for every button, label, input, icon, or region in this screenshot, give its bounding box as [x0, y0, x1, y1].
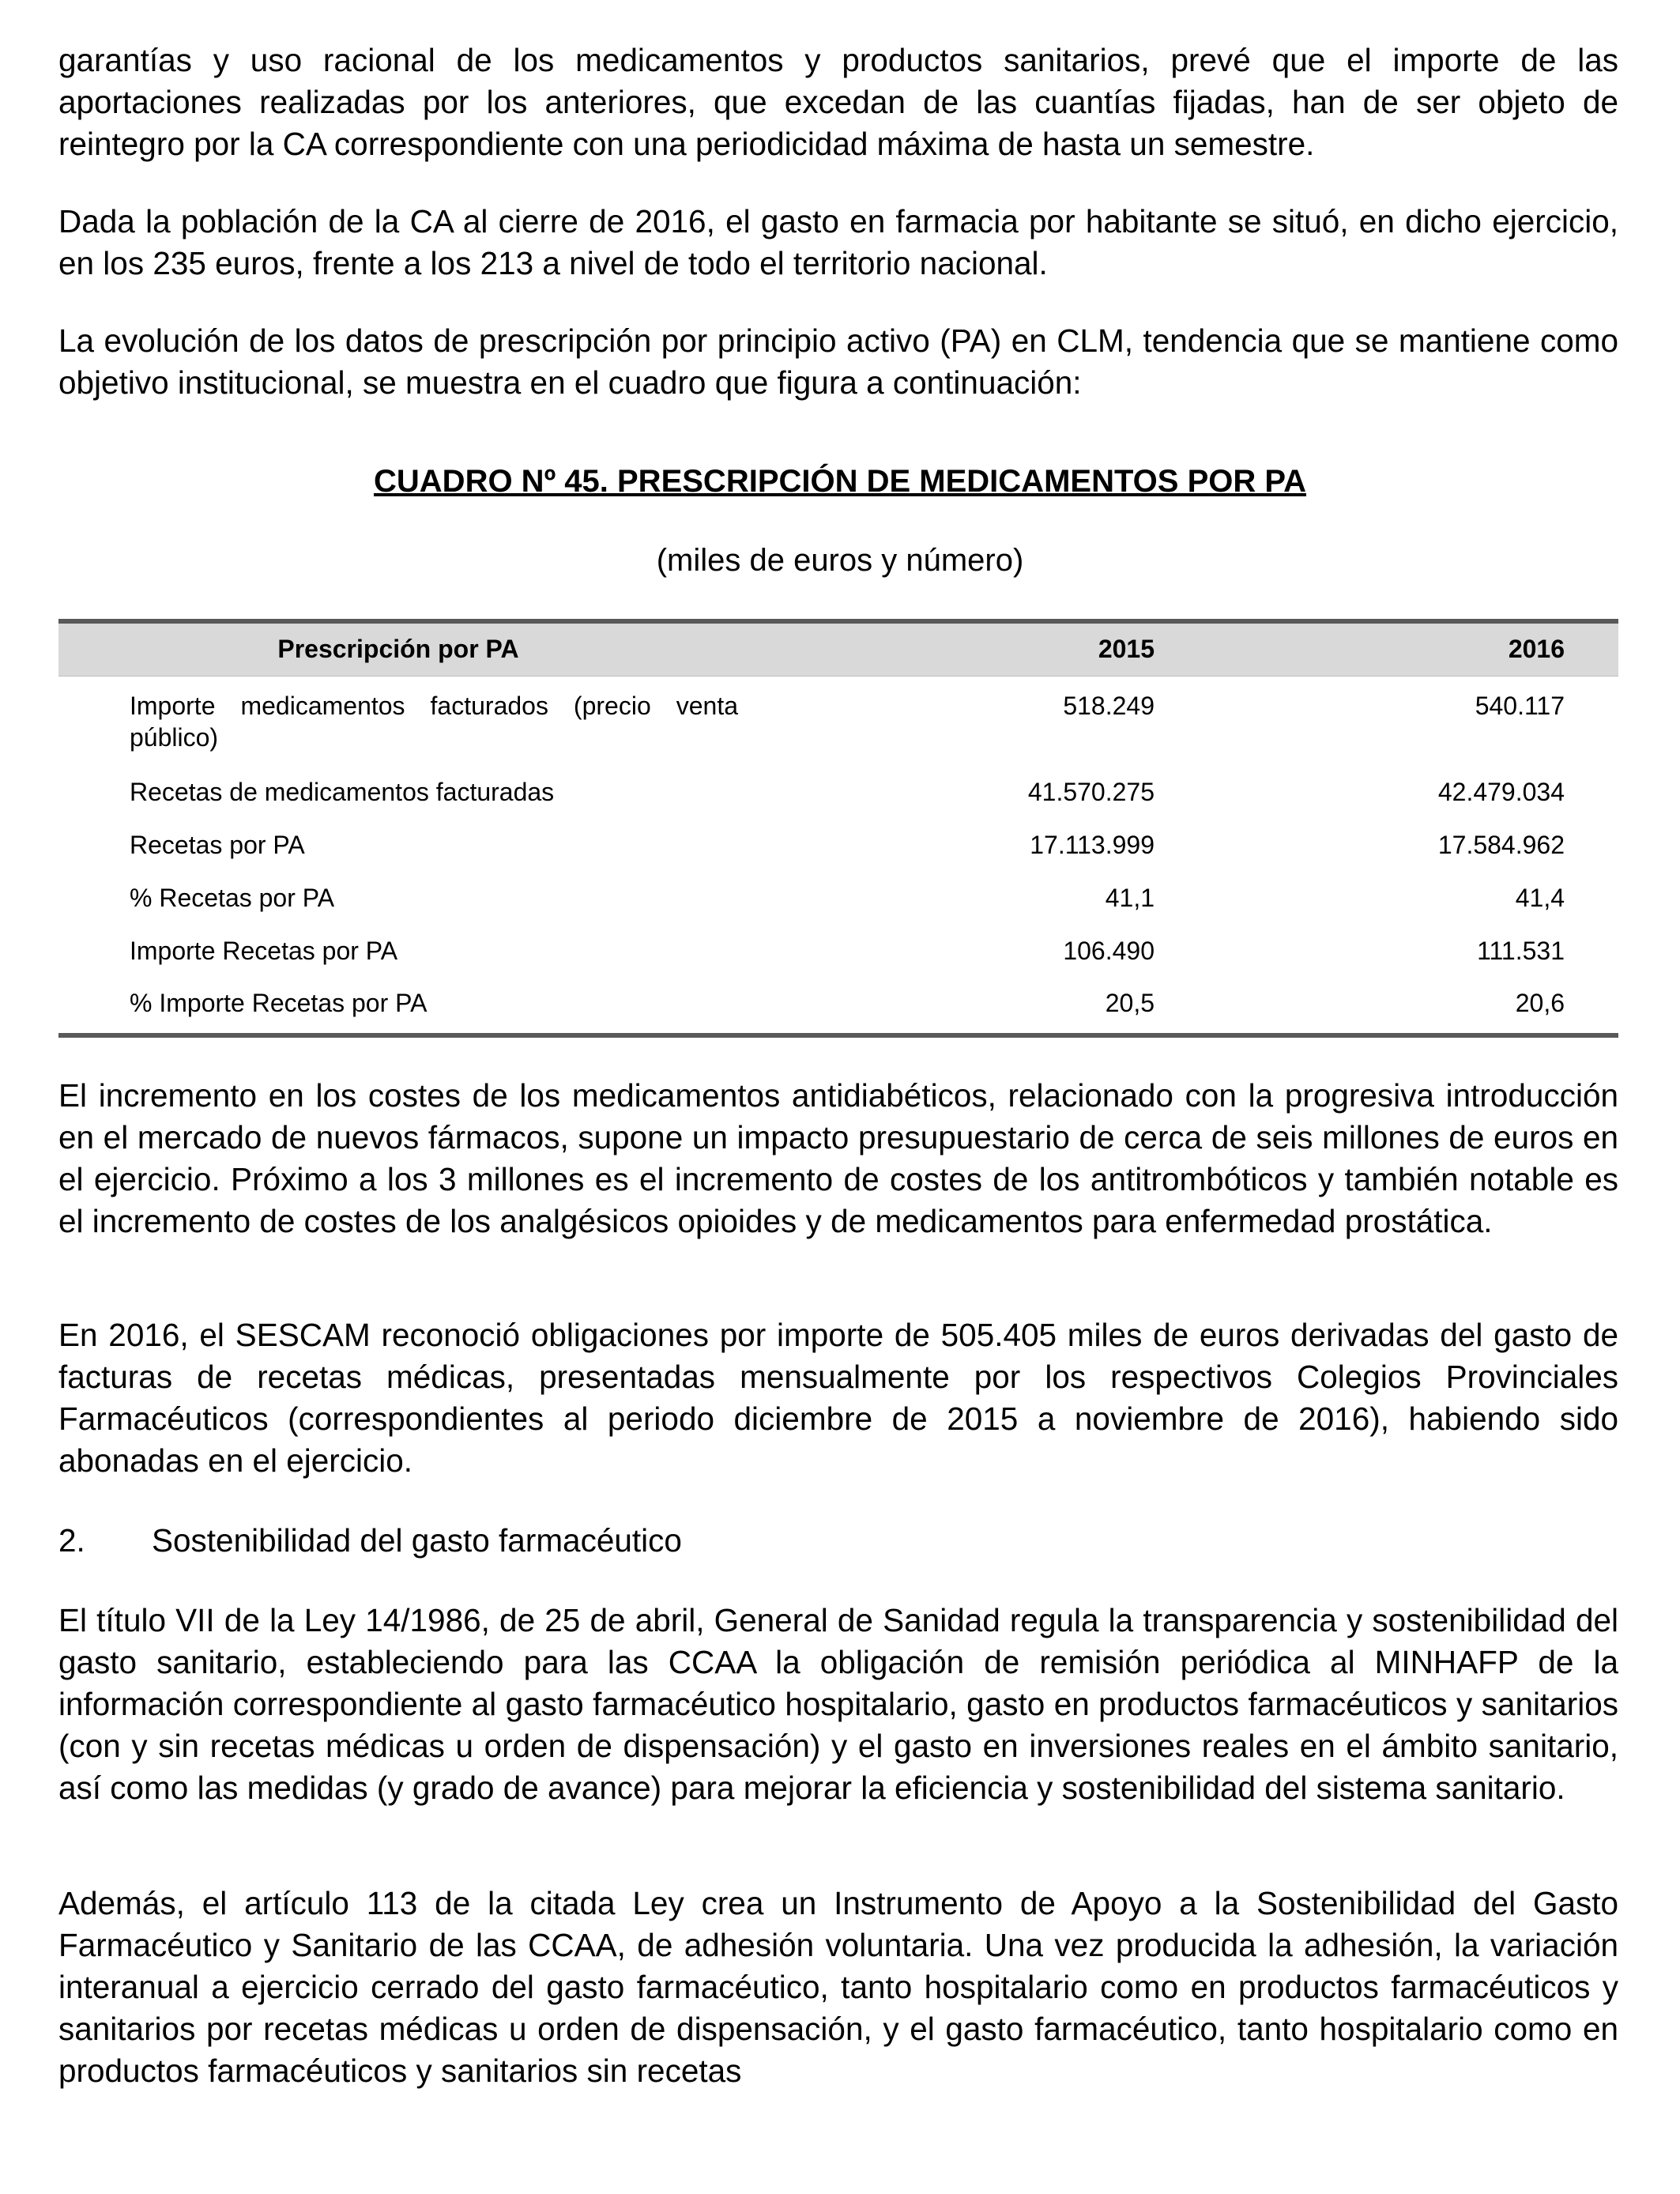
paragraph-7: Además, el artículo 113 de la citada Ley crea un Instrumento de Apoyo a la Sostenibilidad del Gasto Farmacéutico y Sanitario de las CCAA, de adhesión voluntaria. Una vez producida la adhesión, la variación interanual a ejercicio cerrado del gasto farmacéutico, tanto hospitalario como en productos farmacéuticos y sanitarios por recetas médicas u orden de dispensación, y el gasto farmacéutico, tanto hospitalario como en productos farmacéuticos y sanitarios sin recetas — [58, 1885, 1618, 2089]
paragraph-1: garantías y uso racional de los medicamentos y productos sanitarios, prevé que el importe de las aportaciones realizadas por los anteriores, que excedan de las cuantías fijadas, han de ser objeto de reintegro por la CA correspondiente con una periodicidad máxima de hasta un semestre. — [58, 42, 1618, 162]
table-subtitle: (miles de euros y número) — [656, 543, 1024, 578]
paragraph-3: La evolución de los datos de prescripción por principio activo (PA) en CLM, tendencia que se mantiene como objetivo institucional, se muestra en el cuadro que figura a continuación: — [58, 322, 1618, 401]
row-value-2015: 20,5 — [1105, 989, 1155, 1017]
section-title: Sostenibilidad del gasto farmacéutico — [152, 1522, 682, 1559]
row-label: Recetas de medicamentos facturadas — [130, 778, 555, 806]
header-2015: 2015 — [1098, 635, 1155, 663]
row-value-2015: 17.113.999 — [1030, 831, 1155, 859]
row-value-2016: 42.479.034 — [1437, 778, 1565, 806]
prescription-table — [58, 619, 1618, 1038]
header-concept: Prescripción por PA — [277, 635, 519, 663]
row-value-2016: 17.584.962 — [1437, 831, 1565, 859]
paragraph-5: En 2016, el SESCAM reconoció obligaciones por importe de 505.405 miles de euros derivadas del gasto de facturas de recetas médicas, presentadas mensualmente por los respectivos Colegios Provinciales Farmacéuticos (correspondientes al periodo diciembre de 2015 a noviembre de 2016), habiendo sido abonadas en el ejercicio. — [58, 1317, 1618, 1479]
section-number: 2. — [58, 1522, 85, 1559]
row-value-2016: 111.531 — [1477, 937, 1565, 965]
row-value-2016: 20,6 — [1515, 989, 1565, 1017]
table-title: CUADRO Nº 45. PRESCRIPCIÓN DE MEDICAMENTOS POR PA — [374, 464, 1306, 499]
row-value-2015: 41,1 — [1105, 884, 1155, 912]
paragraph-4: El incremento en los costes de los medicamentos antidiabéticos, relacionado con la progresiva introducción en el mercado de nuevos fármacos, supone un impacto presupuestario de cerca de seis millones de euros en el ejercicio. Próximo a los 3 millones es el incremento de costes de los antitrombóticos y también notable es el incremento de costes de los analgésicos opioides y de medicamentos para enfermedad prostática. — [58, 1077, 1618, 1239]
row-label: % Recetas por PA — [130, 884, 335, 912]
row-label: Importe Recetas por PA — [130, 937, 398, 965]
row-label: % Importe Recetas por PA — [130, 989, 428, 1017]
row-value-2015: 41.570.275 — [1027, 778, 1155, 806]
paragraph-2: Dada la población de la CA al cierre de 2016, el gasto en farmacia por habitante se situó, en dicho ejercicio, en los 235 euros, frente a los 213 a nivel de todo el territorio nacional. — [58, 203, 1618, 281]
row-value-2015: 106.490 — [1063, 937, 1155, 965]
row-value-2016: 41,4 — [1515, 884, 1565, 912]
header-2016: 2016 — [1508, 635, 1565, 663]
row-value-2015: 518.249 — [1063, 692, 1155, 720]
row-label: Importe medicamentos facturados (precio venta público) — [130, 692, 738, 752]
row-value-2016: 540.117 — [1475, 692, 1565, 720]
paragraph-6: El título VII de la Ley 14/1986, de 25 de abril, General de Sanidad regula la transparencia y sostenibilidad del gasto sanitario, estableciendo para las CCAA la obligación de remisión periódica al MINHAFP de la información correspondiente al gasto farmacéutico hospitalario, gasto en productos farmacéuticos y sanitarios (con y sin recetas médicas u orden de dispensación) y el gasto en inversiones reales en el ámbito sanitario, así como las medidas (y grado de avance) para mejorar la eficiencia y sostenibilidad del sistema sanitario. — [58, 1602, 1618, 1806]
table-header — [58, 624, 1618, 677]
row-label: Recetas por PA — [130, 831, 305, 859]
